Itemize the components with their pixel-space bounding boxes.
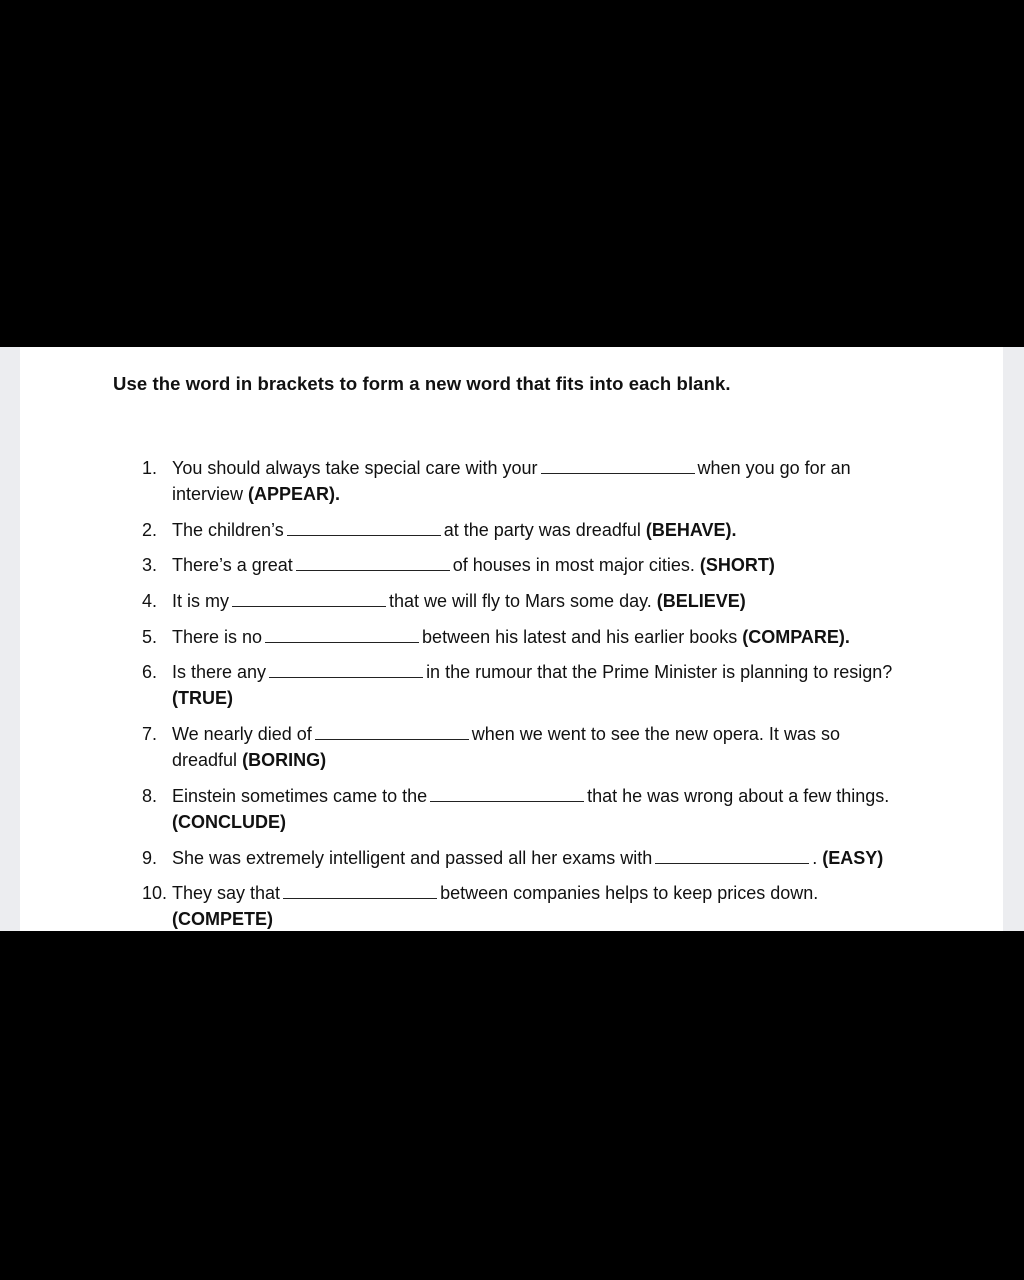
question-second-line	[172, 685, 972, 711]
question-keyword: (COMPARE).	[742, 627, 850, 647]
answer-blank[interactable]	[265, 626, 419, 643]
question-text-before: She was extremely intelligent and passed all her exams with	[172, 848, 653, 868]
question-text	[172, 659, 972, 711]
answer-blank[interactable]	[541, 457, 695, 474]
question-number: 10.	[142, 883, 168, 903]
question-text	[172, 845, 972, 871]
question-number: 3.	[142, 555, 158, 575]
question-keyword: (COMPETE)	[172, 909, 273, 929]
question-text-before: The children’s	[172, 520, 284, 540]
answer-blank[interactable]	[283, 882, 437, 899]
question-text-continued: dreadful	[172, 750, 238, 770]
answer-blank[interactable]	[430, 785, 584, 802]
question-keyword: (BORING)	[242, 750, 327, 770]
question-text	[172, 552, 972, 578]
question-number: 6.	[142, 662, 158, 682]
question-keyword: (TRUE)	[172, 688, 233, 708]
worksheet-instructions: Use the word in brackets to form a new word that fits into each blank.	[113, 373, 731, 394]
question-text-before: We nearly died of	[172, 724, 312, 744]
question-text	[172, 588, 972, 614]
question-text	[172, 624, 972, 650]
question-keyword: (SHORT)	[699, 555, 775, 575]
question-text-after: .	[812, 848, 818, 868]
question-second-line	[172, 809, 972, 835]
question-text-before: There is no	[172, 627, 263, 647]
question-text-after: in the rumour that the Prime Minister is planning to resign?	[426, 662, 893, 682]
question-second-line	[172, 481, 972, 507]
question-text	[172, 783, 972, 835]
question-list	[20, 347, 1003, 931]
answer-blank[interactable]	[287, 519, 441, 536]
answer-blank[interactable]	[655, 847, 809, 864]
question-second-line	[172, 747, 972, 773]
question-text-after: at the party was dreadful	[443, 520, 641, 540]
question-number: 4.	[142, 591, 158, 611]
question-text-before: There’s a great	[172, 555, 293, 575]
answer-blank[interactable]	[296, 554, 450, 571]
question-number: 1.	[142, 458, 158, 478]
question-keyword: (CONCLUDE)	[172, 812, 286, 832]
question-text	[172, 455, 972, 507]
question-text	[172, 880, 972, 931]
question-text-before: They say that	[172, 883, 281, 903]
question-number: 5.	[142, 627, 158, 647]
question-keyword: (BELIEVE)	[656, 591, 746, 611]
question-keyword: (EASY)	[822, 848, 884, 868]
question-text-before: Einstein sometimes came to the	[172, 786, 428, 806]
question-text	[172, 721, 972, 773]
question-text-after: that he was wrong about a few things.	[587, 786, 890, 806]
question-number: 9.	[142, 848, 158, 868]
question-text-before: You should always take special care with your	[172, 458, 538, 478]
document-view	[0, 347, 1024, 931]
worksheet-page	[20, 347, 1003, 931]
question-keyword: (BEHAVE).	[645, 520, 737, 540]
question-text-after: of houses in most major cities.	[452, 555, 695, 575]
answer-blank[interactable]	[269, 661, 423, 678]
question-text-after: when we went to see the new opera. It was so	[471, 724, 840, 744]
question-text-before: It is my	[172, 591, 229, 611]
question-number: 2.	[142, 520, 158, 540]
question-text-after: between his latest and his earlier books	[422, 627, 738, 647]
question-text-continued: interview	[172, 484, 244, 504]
question-number: 8.	[142, 786, 158, 806]
question-text-before: Is there any	[172, 662, 267, 682]
question-text-after: that we will fly to Mars some day.	[389, 591, 652, 611]
question-number: 7.	[142, 724, 158, 744]
question-keyword: (APPEAR).	[248, 484, 341, 504]
question-text-after: when you go for an	[697, 458, 851, 478]
answer-blank[interactable]	[315, 723, 469, 740]
question-text-after: between companies helps to keep prices down.	[440, 883, 819, 903]
answer-blank[interactable]	[232, 590, 386, 607]
question-second-line	[172, 906, 972, 931]
question-text	[172, 517, 972, 543]
